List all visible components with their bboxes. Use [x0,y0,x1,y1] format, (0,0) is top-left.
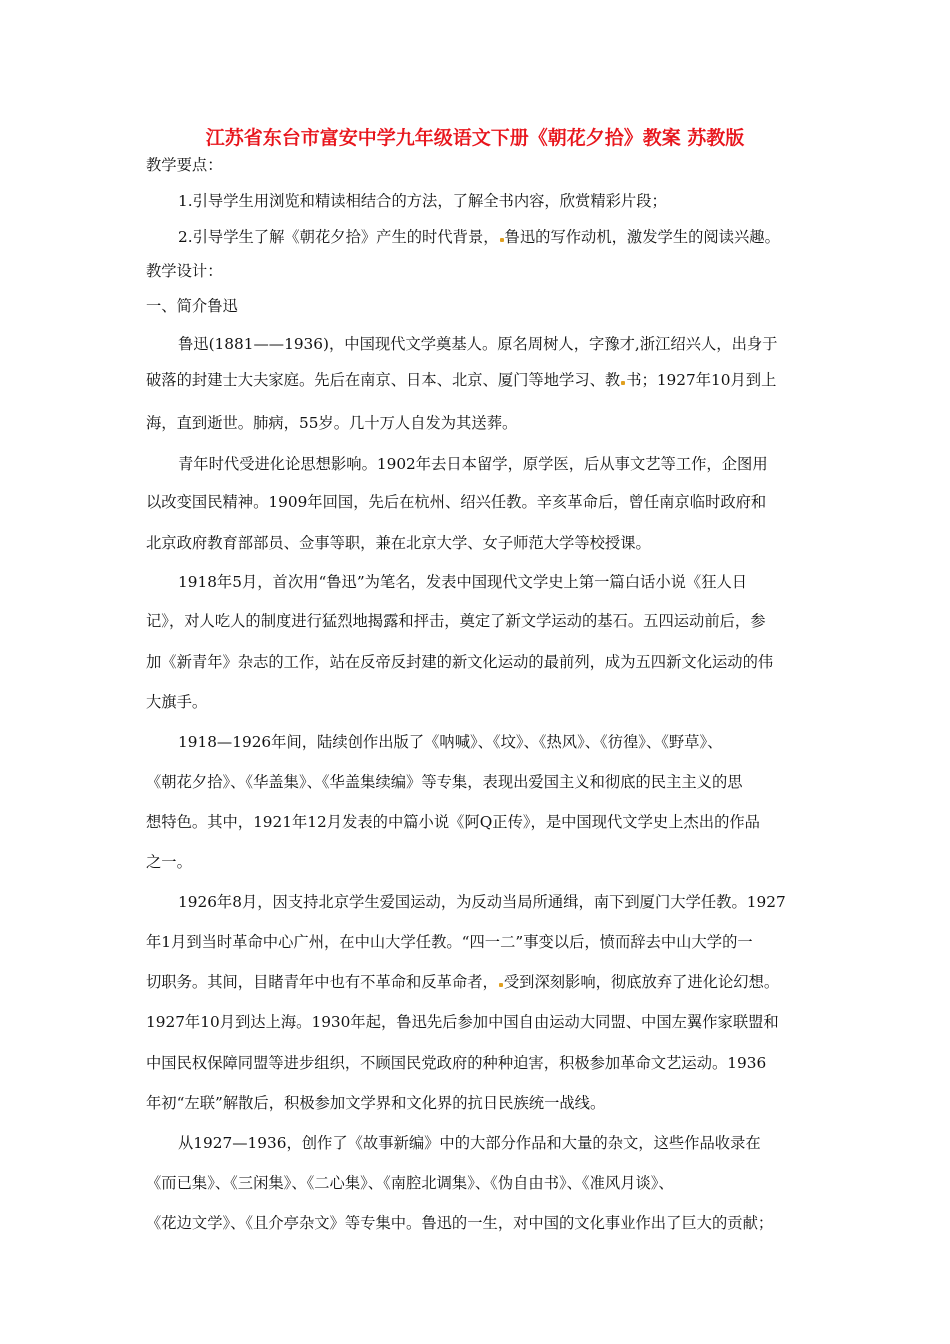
text-span: 受到深刻影响，彻底放弃了进化论幻想。 [503,973,780,991]
teaching-point-1: 1.引导学生用浏览和精读相结合的方法，了解全书内容，欣赏精彩片段； [178,192,667,210]
paragraph-line: 青年时代受进化论思想影响。1902年去日本留学，原学医，后从事文艺等工作，企图用 [178,455,768,473]
paragraph-line: 1918年5月，首次用“鲁迅”为笔名，发表中国现代文学史上第一篇白话小说《狂人日 [178,573,748,591]
paragraph-line: 以改变国民精神。1909年回国，先后在杭州、绍兴任教。辛亥革命后，曾任南京临时政府和 [146,493,767,511]
text-span: 鲁迅的写作动机，激发学生的阅读兴趣。 [504,228,780,246]
paragraph-line: 《朝花夕拾》、《华盖集》、《华盖集续编》等专集，表现出爱国主义和彻底的民主主义的思 [146,773,743,791]
text-span: 书；1927年10月到上 [626,371,777,389]
mark-dot [499,983,503,987]
teaching-point-2 [178,225,780,249]
paragraph-line: 《而已集》、《三闲集》、《二心集》、《南腔北调集》、《伪自由书》、《准风月谈》、 [146,1174,674,1192]
paragraph-line: 北京政府教育部部员、佥事等职，兼在北京大学、女子师范大学等校授课。 [146,534,651,552]
paragraph-line [146,970,779,994]
document-title: 江苏省东台市富安中学九年级语文下册《朝花夕拾》教案 苏教版 [205,127,745,149]
paragraph-line: 《花边文学》、《且介亭杂文》等专集中。鲁迅的一生，对中国的文化事业作出了巨大的贡献； [146,1214,774,1232]
paragraph-line: 海，直到逝世。肺病，55岁。几十万人自发为其送葬。 [146,414,518,432]
mark-dot [621,381,625,385]
paragraph-line: 大旗手。 [146,693,208,711]
mark-dot [500,238,504,242]
text-span: 切职务。其间，目睹青年中也有不革命和反革命者， [146,973,498,991]
paragraph-line: 1926年8月，因支持北京学生爱国运动，为反动当局所通缉，南下到厦门大学任教。1927 [178,893,786,911]
paragraph-line: 记》，对人吃人的制度进行猛烈地揭露和抨击，奠定了新文学运动的基石。五四运动前后，参 [146,612,766,630]
paragraph-line: 年初“左联”解散后，积极参加文学界和文化界的抗日民族统一战线。 [146,1094,606,1112]
heading-teaching-design: 教学设计： [146,262,223,280]
heading-teaching-points: 教学要点： [146,156,223,174]
paragraph-line: 从1927—1936，创作了《故事新编》中的大部分作品和大量的杂文，这些作品收录在 [178,1134,761,1152]
paragraph-line: 之一。 [146,853,192,871]
text-span: 破落的封建士大夫家庭。先后在南京、日本、北京、厦门等地学习、教 [146,371,621,389]
text-span: 2.引导学生了解《朝花夕拾》产生的时代背景， [178,228,499,246]
paragraph-line: 加《新青年》杂志的工作，站在反帝反封建的新文化运动的最前列，成为五四新文化运动的伟 [146,653,774,671]
paragraph-line: 想特色。其中，1921年12月发表的中篇小说《阿Q正传》，是中国现代文学史上杰出的作品 [146,813,760,831]
paragraph-line: 年1月到当时革命中心广州，在中山大学任教。“四一二”事变以后，愤而辞去中山大学的一 [146,933,753,951]
section-heading-intro: 一、简介鲁迅 [146,297,238,315]
paragraph-line: 1918—1926年间，陆续创作出版了《呐喊》、《坟》、《热风》、《彷徨》、《野草》、 [178,733,723,751]
paragraph-line: 中国民权保障同盟等进步组织，不顾国民党政府的种种迫害，积极参加革命文艺运动。1936 [146,1054,767,1072]
paragraph-line [146,368,776,392]
paragraph-line: 1927年10月到达上海。1930年起，鲁迅先后参加中国自由运动大同盟、中国左翼作家联盟和 [146,1013,779,1031]
paragraph-line: 鲁迅(1881——1936)，中国现代文学奠基人。原名周树人，字豫才,浙江绍兴人，出身于 [178,335,778,353]
